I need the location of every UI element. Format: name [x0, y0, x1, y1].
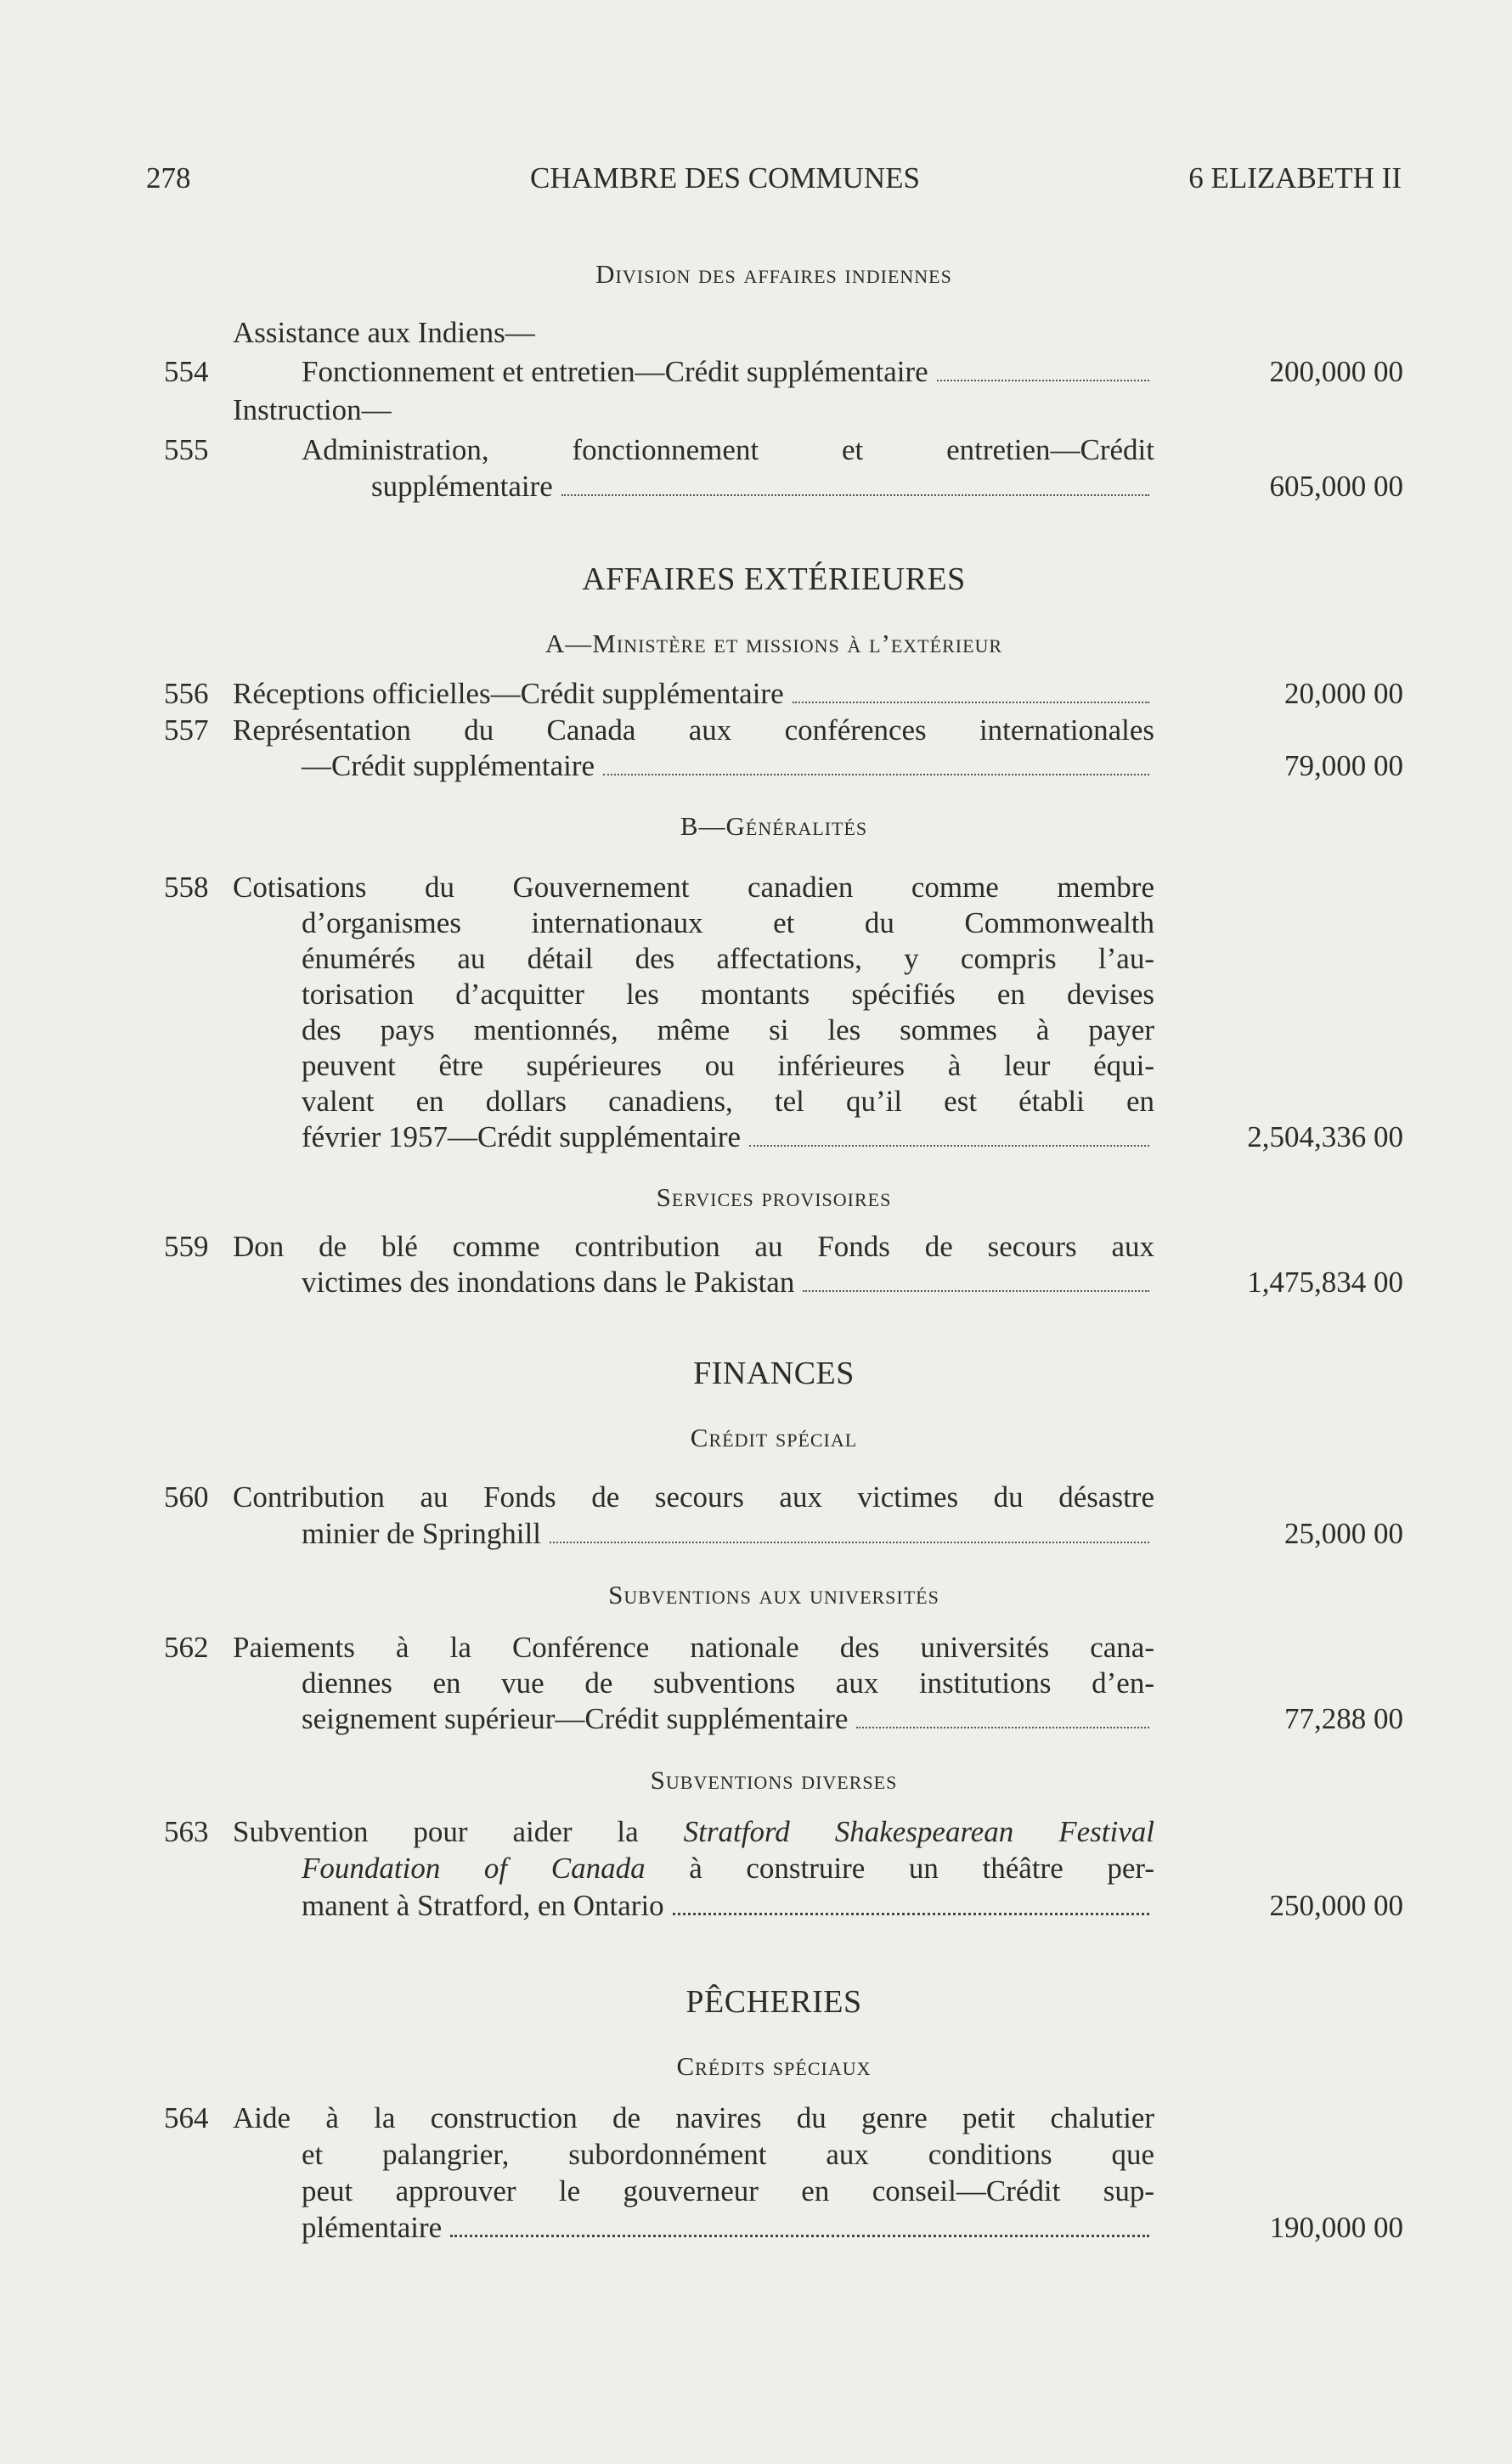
item-text-line: Représentation du Canada aux conférences internationales	[233, 713, 1154, 747]
item-number: 564	[164, 2101, 209, 2134]
item-text-line: Don de blé comme contribution au Fonds de secours aux	[233, 1230, 1154, 1263]
item-text-line: et palangrier, subordonnément aux conditions que	[302, 2138, 1154, 2171]
item-text-line: valent en dollars canadiens, tel qu’il est établi en	[302, 1085, 1154, 1118]
item-number: 562	[164, 1631, 209, 1664]
item-amount: 2,504,336 00	[1247, 1120, 1403, 1153]
heading-division-affaires-indiennes: Division des affaires indiennes	[595, 259, 952, 289]
heading-affaires-exterieures: AFFAIRES EXTÉRIEURES	[582, 561, 966, 597]
item-text-line: peuvent être supérieures ou inférieures à leur équi-	[302, 1049, 1154, 1082]
running-title: CHAMBRE DES COMMUNES	[530, 161, 920, 195]
festival-name: Stratford Shakespearean Festival	[683, 1815, 1155, 1848]
item-text-line: Cotisations du Gouvernement canadien comme membre	[233, 871, 1154, 904]
dot-leader	[550, 1542, 1149, 1543]
item-text-line: diennes en vue de subventions aux institutions d’en-	[302, 1666, 1154, 1700]
item-number: 558	[164, 871, 209, 904]
item-text-line: d’organismes internationaux et du Commonwealth	[302, 906, 1154, 939]
heading-subventions-diverses: Subventions diverses	[650, 1765, 898, 1795]
item-text-line: Paiements à la Conférence nationale des universités cana-	[233, 1631, 1154, 1664]
item-text-line: plémentaire	[302, 2211, 1154, 2245]
item-text-line: torisation d’acquitter les montants spécifiés en devises	[302, 978, 1154, 1011]
heading-generalites: B—Généralités	[680, 811, 868, 841]
item-text-line: Foundation of Canada à construire un théâtre per-	[302, 1852, 1154, 1885]
heading-ministere-missions: A—Ministère et missions à l’extérieur	[544, 629, 1003, 658]
item-text-line: supplémentaire	[371, 470, 1154, 504]
heading-subventions-universites: Subventions aux universités	[608, 1580, 939, 1610]
subheading-assistance: Assistance aux Indiens—	[233, 316, 535, 349]
dot-leader	[673, 1913, 1149, 1915]
item-text-line: manent à Stratford, en Ontario	[302, 1889, 1154, 1923]
item-text: Réceptions officielles—Crédit supplémentaire	[233, 677, 1154, 711]
item-text-line: Administration, fonctionnement et entretien—Crédit	[302, 433, 1154, 466]
item-text-line: Aide à la construction de navires du genre petit chalutier	[233, 2101, 1154, 2134]
dot-leader	[856, 1727, 1149, 1728]
item-number: 555	[164, 433, 209, 466]
heading-credits-speciaux: Crédits spéciaux	[676, 2051, 872, 2081]
item-amount: 250,000 00	[1269, 1889, 1403, 1922]
item-text-line: énumérés au détail des affectations, y compris l’au-	[302, 942, 1154, 975]
item-amount: 77,288 00	[1284, 1702, 1403, 1735]
item-number: 563	[164, 1815, 209, 1848]
item-text-line: peut approuver le gouverneur en conseil—Crédit sup-	[302, 2174, 1154, 2207]
item-amount: 79,000 00	[1284, 749, 1403, 782]
item-text-line: victimes des inondations dans le Pakistan	[302, 1266, 1154, 1300]
dot-leader	[561, 494, 1149, 496]
item-text: Fonctionnement et entretien—Crédit supplémentaire	[302, 355, 1154, 389]
item-amount: 190,000 00	[1269, 2211, 1403, 2244]
item-text-line: des pays mentionnés, même si les sommes à payer	[302, 1013, 1154, 1046]
item-amount: 20,000 00	[1284, 677, 1403, 710]
item-number: 557	[164, 713, 209, 747]
heading-services-provisoires: Services provisoires	[656, 1182, 892, 1212]
foundation-name: Foundation of Canada	[302, 1852, 646, 1885]
item-number: 559	[164, 1230, 209, 1263]
item-text-line: —Crédit supplémentaire	[302, 749, 1154, 783]
heading-credit-special: Crédit spécial	[690, 1423, 858, 1452]
item-text-line: Subvention pour aider la Stratford Shakespearean Festival	[233, 1815, 1155, 1848]
heading-finances: FINANCES	[693, 1356, 855, 1391]
dot-leader	[793, 702, 1149, 703]
item-number: 556	[164, 677, 209, 710]
dot-leader	[803, 1290, 1149, 1292]
item-number: 560	[164, 1480, 209, 1514]
item-amount: 200,000 00	[1269, 355, 1403, 388]
dot-leader	[937, 380, 1149, 381]
item-amount: 605,000 00	[1269, 470, 1403, 503]
item-text-line: Contribution au Fonds de secours aux victimes du désastre	[233, 1480, 1154, 1514]
dot-leader	[749, 1145, 1149, 1147]
item-text-line: seignement supérieur—Crédit supplémentaire	[302, 1702, 1154, 1736]
item-amount: 1,475,834 00	[1247, 1266, 1403, 1299]
page-number: 278	[146, 161, 191, 195]
dot-leader	[603, 774, 1149, 775]
page-header	[146, 161, 1402, 204]
session-label: 6 ELIZABETH II	[1188, 161, 1402, 195]
dot-leader	[450, 2235, 1149, 2237]
item-text-line: février 1957—Crédit supplémentaire	[302, 1120, 1154, 1154]
item-text-line: minier de Springhill	[302, 1517, 1154, 1551]
heading-pecheries: PÊCHERIES	[685, 1984, 862, 2020]
item-amount: 25,000 00	[1284, 1517, 1403, 1550]
subheading-instruction: Instruction—	[233, 393, 392, 426]
item-number: 554	[164, 355, 209, 388]
